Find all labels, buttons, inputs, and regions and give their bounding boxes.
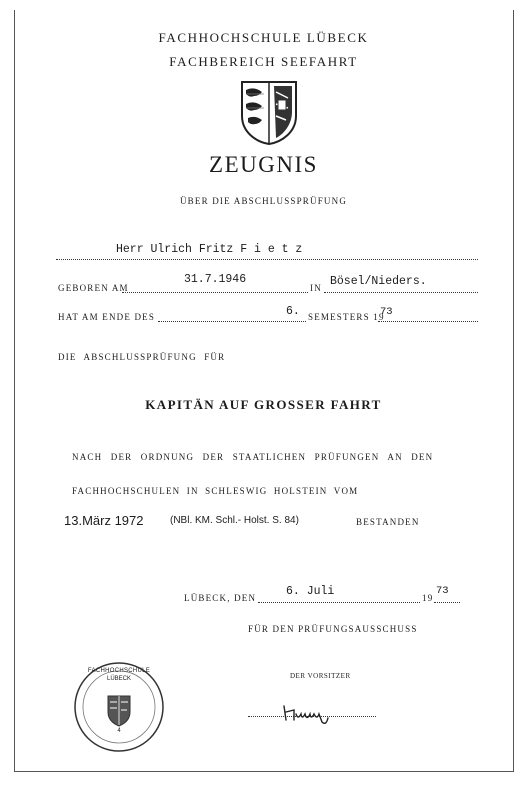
issue-date-line: [258, 602, 420, 603]
birth-date-line: [122, 292, 308, 293]
department-name: FACHBEREICH SEEFAHRT: [169, 54, 358, 69]
birth-date: 31.7.1946: [184, 273, 247, 286]
issue-year-line: [434, 602, 460, 603]
committee-label: FÜR DEN PRÜFUNGSAUSSCHUSS: [248, 624, 418, 634]
seal-stamp-icon: [72, 660, 166, 754]
semester-label-2: SEMESTERS 19: [308, 312, 385, 322]
document-title: ZEUGNIS: [209, 152, 318, 177]
document-subtitle: ÜBER DIE ABSCHLUSSPRÜFUNG: [179, 196, 348, 206]
regulation-result: BESTANDEN: [356, 517, 420, 527]
regulation-reference: (NBl. KM. Schl.- Holst. S. 84): [170, 515, 299, 526]
issue-year-prefix: 19: [422, 593, 434, 603]
birth-in-label: IN: [310, 283, 322, 293]
coat-of-arms-icon: [240, 80, 298, 146]
semester-number: 6.: [286, 305, 300, 318]
semester-year-line: [378, 321, 478, 322]
issue-date: 6. Juli: [286, 585, 335, 598]
stamp-line-2: LÜBECK: [106, 676, 131, 682]
qualification: KAPITÄN AUF GROSSER FAHRT: [145, 397, 382, 412]
regulation-line-1: NACH DER ORDNUNG DER STAATLICHEN PRÜFUNGEN AN DEN: [72, 452, 434, 462]
semester-line: [158, 321, 306, 322]
birth-place-line: [324, 292, 478, 293]
stamp-line-1: FACHHOCHSCHULE: [87, 668, 151, 674]
stamp-number: 4: [117, 728, 121, 734]
chair-label: DER VORSITZER: [290, 672, 351, 680]
signature-icon: [282, 700, 342, 724]
school-name: FACHHOCHSCHULE LÜBECK: [158, 30, 369, 45]
birth-label: GEBOREN AM: [58, 283, 129, 293]
exam-label: DIE ABSCHLUSSPRÜFUNG FÜR: [58, 352, 226, 362]
issue-year: 73: [436, 585, 449, 597]
issue-place-label: LÜBECK, DEN: [184, 593, 257, 603]
regulation-date: 13.März 1972: [64, 513, 144, 528]
semester-label: HAT AM ENDE DES: [58, 312, 156, 322]
semester-year: 73: [380, 306, 393, 318]
recipient-name: Herr Ulrich Fritz F i e t z: [116, 243, 303, 256]
regulation-line-2: FACHHOCHSCHULEN IN SCHLESWIG HOLSTEIN VOM: [72, 486, 359, 496]
recipient-line: [56, 259, 478, 260]
birth-place: Bösel/Nieders.: [330, 275, 427, 288]
